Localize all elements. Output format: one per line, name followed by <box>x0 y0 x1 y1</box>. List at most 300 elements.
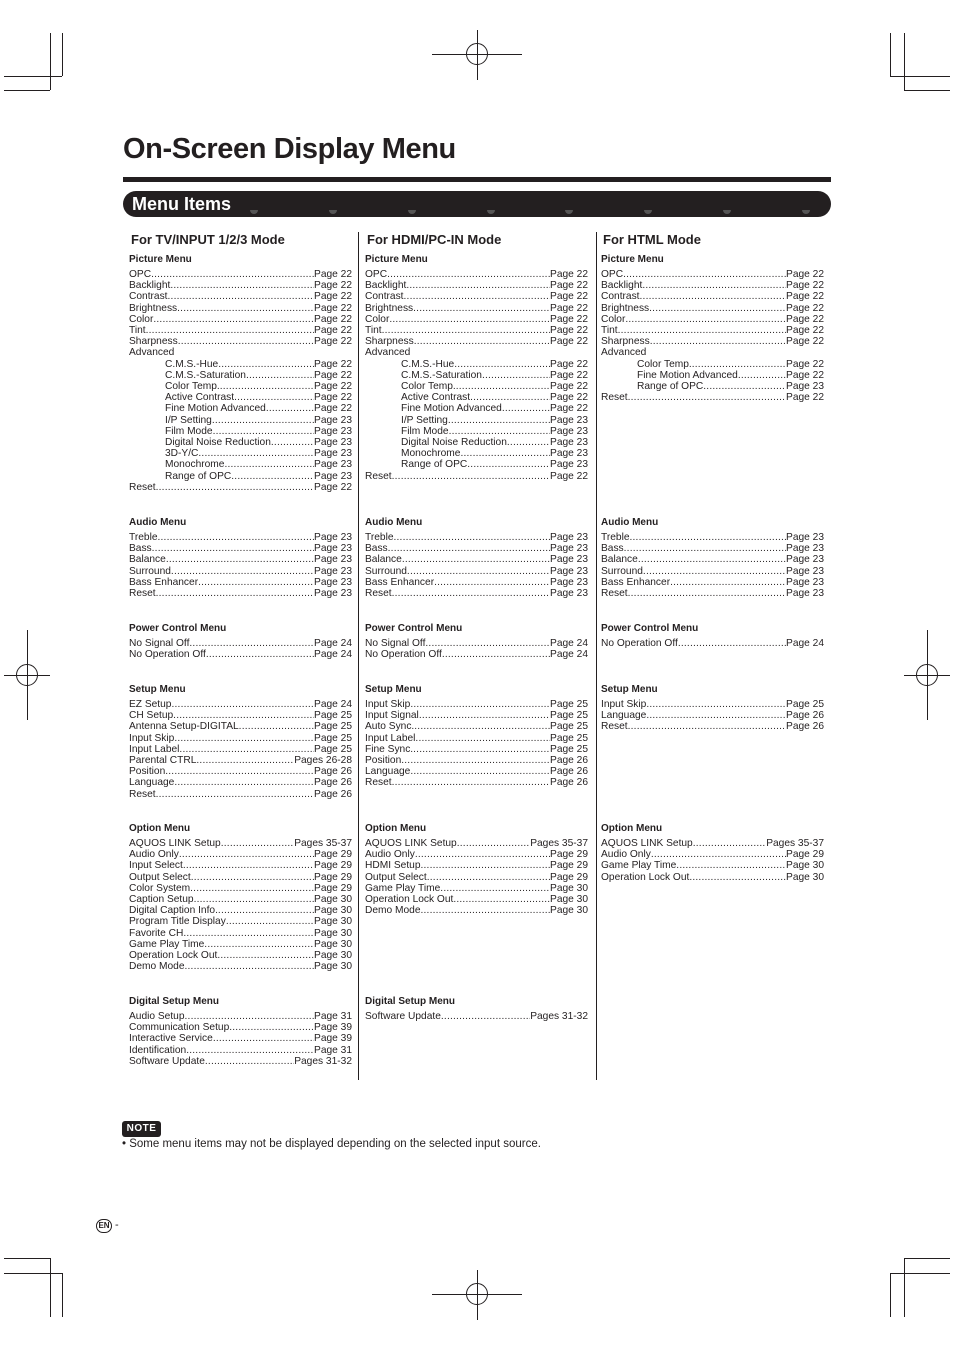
menu-heading: Option Menu <box>365 823 427 834</box>
menu-entry <box>165 459 352 470</box>
dot-leader <box>414 336 550 347</box>
menu-entry-label: Color Temp. <box>637 358 692 370</box>
menu-entry <box>365 744 588 755</box>
menu-entry <box>129 1045 352 1056</box>
dot-leader <box>204 939 314 950</box>
dot-leader <box>441 1011 530 1022</box>
menu-entry-page: Page 24 <box>786 638 824 649</box>
menu-entry-label: Input Label <box>129 743 180 755</box>
menu-entry <box>601 269 824 280</box>
dot-leader <box>387 269 550 280</box>
dot-leader <box>649 303 786 314</box>
menu-entry-label: Tint <box>129 325 146 336</box>
menu-entry <box>165 392 352 403</box>
menu-entry <box>129 733 352 744</box>
menu-entry-page: Pages 31-32 <box>530 1011 588 1022</box>
menu-entry-page: Page 22 <box>786 369 824 381</box>
dot-leader <box>196 755 294 766</box>
menu-entry <box>601 710 824 721</box>
menu-entry <box>365 766 588 777</box>
dot-leader <box>630 532 787 543</box>
menu-entry-label: Game Play Time <box>601 860 677 872</box>
dot-leader <box>189 638 314 649</box>
dot-leader <box>218 905 314 916</box>
menu-entry-label: Caption Setup <box>129 894 194 905</box>
menu-entry <box>365 314 588 325</box>
dot-leader <box>638 554 786 565</box>
menu-entry <box>129 638 352 649</box>
menu-entry-page: Page 24 <box>550 649 588 661</box>
menu-entry <box>129 838 352 849</box>
dot-leader <box>177 303 314 314</box>
menu-entry-page: Page 25 <box>550 732 588 744</box>
menu-entry-page: Page 23 <box>550 543 588 555</box>
menu-entry <box>365 721 588 732</box>
dot-leader <box>457 838 530 849</box>
menu-entry-page: Page 22 <box>786 358 824 370</box>
dot-leader <box>625 314 786 325</box>
menu-entry-page: Page 23 <box>314 543 352 555</box>
menu-entry-page: Page 23 <box>786 543 824 555</box>
menu-entry-page: Page 30 <box>314 905 352 917</box>
menu-entry-page: Pages 35-37 <box>530 838 588 849</box>
menu-entry-label: Fine Motion Advanced <box>165 403 266 415</box>
menu-entry <box>601 347 824 358</box>
menu-entry-label: OPC <box>129 269 152 280</box>
menu-entry <box>601 554 824 565</box>
menu-entry <box>401 426 588 437</box>
menu-entry <box>129 543 352 554</box>
menu-entry-page: Page 30 <box>550 894 588 905</box>
dot-leader <box>165 766 314 777</box>
menu-entry-page: Pages 35-37 <box>294 838 352 849</box>
dot-leader <box>670 577 786 588</box>
menu-entry <box>365 699 588 710</box>
dot-leader <box>406 280 550 291</box>
menu-heading: Power Control Menu <box>129 623 227 634</box>
dot-leader <box>692 359 786 370</box>
menu-entry-page: Page 22 <box>786 269 824 280</box>
menu-entry <box>365 733 588 744</box>
menu-entry <box>129 950 352 961</box>
menu-entry-label: AQUOS LINK Setup <box>601 838 693 849</box>
menu-entry-page: Page 26 <box>786 710 824 722</box>
dot-leader <box>467 459 550 470</box>
menu-entry <box>129 755 352 766</box>
menu-entry-label: Film Mode <box>165 425 213 437</box>
menu-heading: Power Control Menu <box>365 623 463 634</box>
menu-heading: Power Control Menu <box>601 623 699 634</box>
menu-entry-page: Page 25 <box>550 721 588 733</box>
dot-leader <box>693 838 766 849</box>
menu-entry-page: Page 23 <box>550 425 588 437</box>
menu-entry-page: Page 30 <box>550 882 588 894</box>
menu-entry-page: Page 30 <box>314 961 352 973</box>
menu-entry-label: Color <box>129 313 154 325</box>
menu-entry-page: Page 22 <box>314 291 352 303</box>
dot-leader <box>229 1022 314 1033</box>
menu-entry-label: Fine Sync. <box>365 743 414 755</box>
dot-leader <box>392 777 550 788</box>
menu-entry <box>165 437 352 448</box>
menu-entry-page: Page 22 <box>786 302 824 314</box>
dot-leader <box>407 566 550 577</box>
menu-entry <box>601 532 824 543</box>
menu-entry-page: Page 22 <box>786 313 824 325</box>
menu-entry-page: Page 30 <box>314 938 352 950</box>
menu-entry-label: Contrast <box>601 291 640 303</box>
menu-entry <box>129 325 352 336</box>
menu-entry-label: Bass Enhancer <box>365 576 435 588</box>
menu-entry-page: Page 22 <box>550 369 588 381</box>
dot-leader <box>151 269 314 280</box>
menu-entry-page: Pages 35-37 <box>766 838 824 849</box>
menu-heading: Digital Setup Menu <box>365 996 455 1007</box>
menu-entry <box>401 381 588 392</box>
menu-entry <box>129 1033 352 1044</box>
menu-entry-label: Surround <box>601 565 643 577</box>
menu-entry-label: Color Temp. <box>165 381 220 392</box>
menu-entry-label: Reset <box>601 588 628 599</box>
menu-entry-label: Sharpness <box>365 336 414 348</box>
menu-entry-label: Position <box>129 766 166 778</box>
menu-entry <box>365 325 588 336</box>
dot-leader <box>460 448 550 459</box>
menu-entry-page: Page 23 <box>314 588 352 599</box>
menu-entry-page: Page 31 <box>314 1011 352 1022</box>
menu-entry-page: Page 22 <box>314 403 352 415</box>
page-title: On-Screen Display Menu <box>123 133 456 165</box>
menu-entry-label: Tint <box>601 325 618 336</box>
menu-entry-page: Page 29 <box>314 871 352 883</box>
menu-entry-label: Backlight <box>601 280 643 292</box>
dot-leader <box>239 721 314 732</box>
dot-leader <box>453 894 550 905</box>
menu-heading: Audio Menu <box>129 517 187 528</box>
menu-entry-label: Monochrome <box>401 448 461 460</box>
menu-entry-page: Page 23 <box>550 588 588 599</box>
menu-entry <box>401 448 588 459</box>
dot-leader <box>156 482 314 493</box>
menu-entry-label: Digital Noise Reduction <box>401 437 507 448</box>
menu-entry-label: Language <box>601 710 647 722</box>
menu-entry-page: Page 25 <box>314 721 352 733</box>
menu-entry-label: Balance <box>601 554 638 566</box>
menu-entry-page: Pages 26-28 <box>294 755 352 766</box>
menu-entry-page: Page 26 <box>550 755 588 766</box>
dot-leader <box>507 437 550 448</box>
menu-entry-label: Brightness <box>129 302 178 314</box>
menu-entry-page: Page 23 <box>314 437 352 448</box>
menu-entry <box>129 649 352 660</box>
menu-entry-label: EZ Setup <box>129 699 172 710</box>
menu-entry-page: Page 22 <box>314 280 352 292</box>
menu-entry-label: Contrast <box>129 291 168 303</box>
menu-entry-page: Page 24 <box>550 638 588 649</box>
dot-leader <box>618 325 786 336</box>
menu-entry-label: I/P Setting <box>165 414 212 426</box>
menu-entry-page: Page 23 <box>314 448 352 460</box>
menu-entry-page: Page 26 <box>314 766 352 778</box>
menu-entry-label: Reset <box>365 777 392 789</box>
menu-entry <box>637 381 824 392</box>
menu-entry-page: Pages 31-32 <box>294 1055 352 1067</box>
menu-entry-label: C.M.S.-Hue <box>165 358 219 370</box>
menu-entry-page: Page 25 <box>314 732 352 744</box>
menu-entry <box>365 849 588 860</box>
dot-leader <box>413 744 550 755</box>
menu-entry-page: Page 23 <box>550 459 588 471</box>
menu-entry-label: Brightness <box>365 302 414 314</box>
dot-leader <box>646 710 786 721</box>
menu-entry-label: Game Play Time <box>129 938 205 950</box>
menu-entry-page: Page 31 <box>314 1044 352 1056</box>
note-badge: NOTE <box>122 1121 161 1137</box>
dot-leader <box>651 849 786 860</box>
menu-entry <box>365 577 588 588</box>
dot-leader <box>420 860 550 871</box>
dot-leader <box>168 291 315 302</box>
section-title: Menu Items <box>132 194 232 214</box>
menu-entry <box>601 849 824 860</box>
menu-entry <box>365 336 588 347</box>
menu-entry <box>365 872 588 883</box>
menu-entry-page: Page 22 <box>550 313 588 325</box>
dot-leader <box>414 721 550 732</box>
menu-entry-label: Active Contrast <box>165 392 235 404</box>
menu-entry-label: OPC <box>365 269 388 280</box>
menu-entry-label: Bass <box>365 543 388 555</box>
menu-entry-page: Page 23 <box>786 588 824 599</box>
menu-entry-page: Page 25 <box>314 743 352 755</box>
menu-entry-label: Surround <box>129 565 171 577</box>
menu-entry-label: Reset <box>129 588 156 599</box>
dot-leader <box>183 928 314 939</box>
menu-entry-label: Input Label <box>365 732 416 744</box>
menu-heading: Setup Menu <box>601 684 658 695</box>
menu-entry-page: Page 29 <box>314 849 352 861</box>
column-heading: For HDMI/PC-IN Mode <box>367 232 502 247</box>
menu-entry-label: Bass <box>129 543 152 555</box>
menu-entry-page: Page 22 <box>314 358 352 370</box>
menu-entry <box>129 699 352 710</box>
dot-leader <box>231 471 314 482</box>
menu-entry-label: 3D-Y/C <box>165 448 199 460</box>
menu-entry-label: Advanced <box>129 347 175 359</box>
menu-entry <box>129 894 352 905</box>
note-text: • Some menu items may not be displayed depending on the selected input source. <box>122 1138 541 1150</box>
menu-entry-label: Color Temp. <box>401 381 456 392</box>
dot-leader <box>738 370 786 381</box>
menu-entry <box>365 347 588 358</box>
menu-entry-page: Page 23 <box>550 448 588 460</box>
dot-leader <box>158 532 315 543</box>
menu-heading: Picture Menu <box>365 254 428 265</box>
menu-entry-label: Auto Sync. <box>365 721 415 733</box>
menu-entry-page: Page 23 <box>786 381 824 392</box>
menu-entry-page: Page 22 <box>550 358 588 370</box>
dot-leader <box>156 588 314 599</box>
dot-leader <box>205 1056 294 1067</box>
dot-leader <box>174 733 314 744</box>
dot-leader <box>678 638 786 649</box>
menu-entry <box>129 577 352 588</box>
menu-entry <box>601 392 824 403</box>
menu-entry-page: Page 24 <box>314 649 352 661</box>
menu-heading: Setup Menu <box>129 684 186 695</box>
dot-leader <box>623 269 786 280</box>
menu-entry <box>637 370 824 381</box>
menu-entry-label: No Operation Off <box>365 649 442 661</box>
dot-leader <box>415 733 550 744</box>
menu-entry-label: Color <box>601 313 626 325</box>
menu-entry <box>165 426 352 437</box>
menu-entry-label: Output Select <box>129 871 191 883</box>
menu-entry <box>129 347 352 358</box>
menu-entry-page: Page 29 <box>786 849 824 861</box>
menu-entry-page: Page 22 <box>786 291 824 303</box>
menu-entry-page: Page 26 <box>786 721 824 733</box>
dot-leader <box>217 950 314 961</box>
dot-leader <box>434 577 550 588</box>
menu-entry <box>129 721 352 732</box>
dot-leader <box>166 554 314 565</box>
menu-entry <box>401 437 588 448</box>
menu-entry-page: Page 22 <box>550 269 588 280</box>
page-number-dash: - <box>115 1219 119 1231</box>
menu-entry-page: Page 23 <box>314 470 352 482</box>
dot-leader <box>502 403 550 414</box>
menu-entry-page: Page 23 <box>550 532 588 543</box>
menu-entry-label: Language <box>365 766 411 778</box>
menu-entry <box>129 905 352 916</box>
menu-entry <box>365 1011 588 1022</box>
dot-leader <box>442 649 550 660</box>
menu-entry-page: Page 22 <box>550 280 588 292</box>
dot-leader <box>388 543 550 554</box>
menu-entry-label: Advanced <box>601 347 647 359</box>
menu-entry <box>365 588 588 599</box>
dot-leader <box>640 291 787 302</box>
menu-entry <box>129 860 352 871</box>
menu-entry <box>601 577 824 588</box>
menu-entry-page: Page 26 <box>314 788 352 800</box>
menu-entry-page: Page 30 <box>550 905 588 917</box>
menu-entry-page: Page 23 <box>314 414 352 426</box>
menu-entry-page: Page 22 <box>550 325 588 336</box>
dot-leader <box>178 336 314 347</box>
menu-entry-label: Surround <box>365 565 407 577</box>
menu-entry <box>129 916 352 927</box>
menu-entry-label: Active Contrast <box>401 392 471 404</box>
menu-entry-page: Page 24 <box>314 699 352 710</box>
menu-entry <box>401 359 588 370</box>
menu-entry-label: Sharpness <box>129 336 178 348</box>
dot-leader <box>382 325 550 336</box>
menu-entry-page: Page 23 <box>550 565 588 577</box>
menu-entry-label: Color System <box>129 882 191 894</box>
menu-entry <box>129 744 352 755</box>
menu-entry-page: Page 29 <box>314 860 352 872</box>
menu-entry <box>365 532 588 543</box>
menu-entry-page: Page 23 <box>786 565 824 577</box>
menu-entry <box>129 588 352 599</box>
menu-entry <box>601 721 824 732</box>
menu-entry-label: Sharpness <box>601 336 650 348</box>
menu-entry <box>129 961 352 972</box>
dot-leader <box>146 325 314 336</box>
dot-leader <box>421 905 551 916</box>
menu-entry <box>365 471 588 482</box>
menu-entry <box>129 532 352 543</box>
menu-entry-label: Bass <box>601 543 624 555</box>
menu-entry <box>601 872 824 883</box>
menu-entry-label: Digital Noise Reduction <box>165 437 271 448</box>
dot-leader <box>198 448 314 459</box>
menu-entry <box>129 789 352 800</box>
menu-entry-page: Page 23 <box>786 576 824 588</box>
language-badge: EN <box>96 1219 112 1233</box>
dot-leader <box>191 872 314 883</box>
column-divider <box>596 232 597 1080</box>
menu-entry-page: Page 22 <box>550 381 588 392</box>
menu-entry-page: Page 22 <box>314 336 352 348</box>
menu-entry <box>129 554 352 565</box>
menu-entry-label: Range of OPC <box>165 470 232 482</box>
menu-entry-page: Page 24 <box>314 638 352 649</box>
dot-leader <box>173 710 314 721</box>
menu-entry-label: Fine Motion Advanced <box>637 369 738 381</box>
menu-entry-page: Page 23 <box>314 554 352 566</box>
menu-entry-label: Reset <box>365 470 392 482</box>
menu-entry <box>365 777 588 788</box>
menu-entry-page: Page 25 <box>314 710 352 722</box>
menu-entry <box>365 566 588 577</box>
menu-entry-page: Page 22 <box>786 325 824 336</box>
menu-entry-label: Treble <box>601 532 630 543</box>
menu-entry <box>129 777 352 788</box>
menu-entry-page: Page 29 <box>550 860 588 872</box>
menu-entry-label: Audio Setup <box>129 1011 185 1022</box>
menu-entry-label: OPC <box>601 269 624 280</box>
menu-entry-label: Operation Lock Out <box>129 950 218 961</box>
dot-leader <box>389 314 550 325</box>
menu-entry-page: Page 30 <box>314 927 352 939</box>
menu-heading: Picture Menu <box>601 254 664 265</box>
section-bar-ornament <box>250 210 810 218</box>
menu-entry-page: Page 30 <box>314 894 352 905</box>
dot-leader <box>642 280 786 291</box>
menu-entry <box>601 325 824 336</box>
menu-entry-label: Language <box>129 777 175 789</box>
menu-entry-page: Page 22 <box>314 313 352 325</box>
menu-entry <box>365 755 588 766</box>
menu-entry <box>165 381 352 392</box>
menu-entry <box>601 566 824 577</box>
menu-entry-page: Page 39 <box>314 1033 352 1045</box>
menu-entry-label: Treble <box>129 532 158 543</box>
menu-entry-page: Page 25 <box>786 699 824 710</box>
dot-leader <box>482 370 550 381</box>
menu-entry <box>401 392 588 403</box>
menu-entry-label: Digital Caption Info. <box>129 905 218 917</box>
menu-entry-label: Interactive Service <box>129 1033 213 1045</box>
menu-entry-label: C.M.S.-Saturation <box>165 369 246 381</box>
dot-leader <box>628 721 786 732</box>
dot-leader <box>186 1045 314 1056</box>
menu-heading: Setup Menu <box>365 684 422 695</box>
menu-entry-label: Range of OPC <box>401 459 468 471</box>
